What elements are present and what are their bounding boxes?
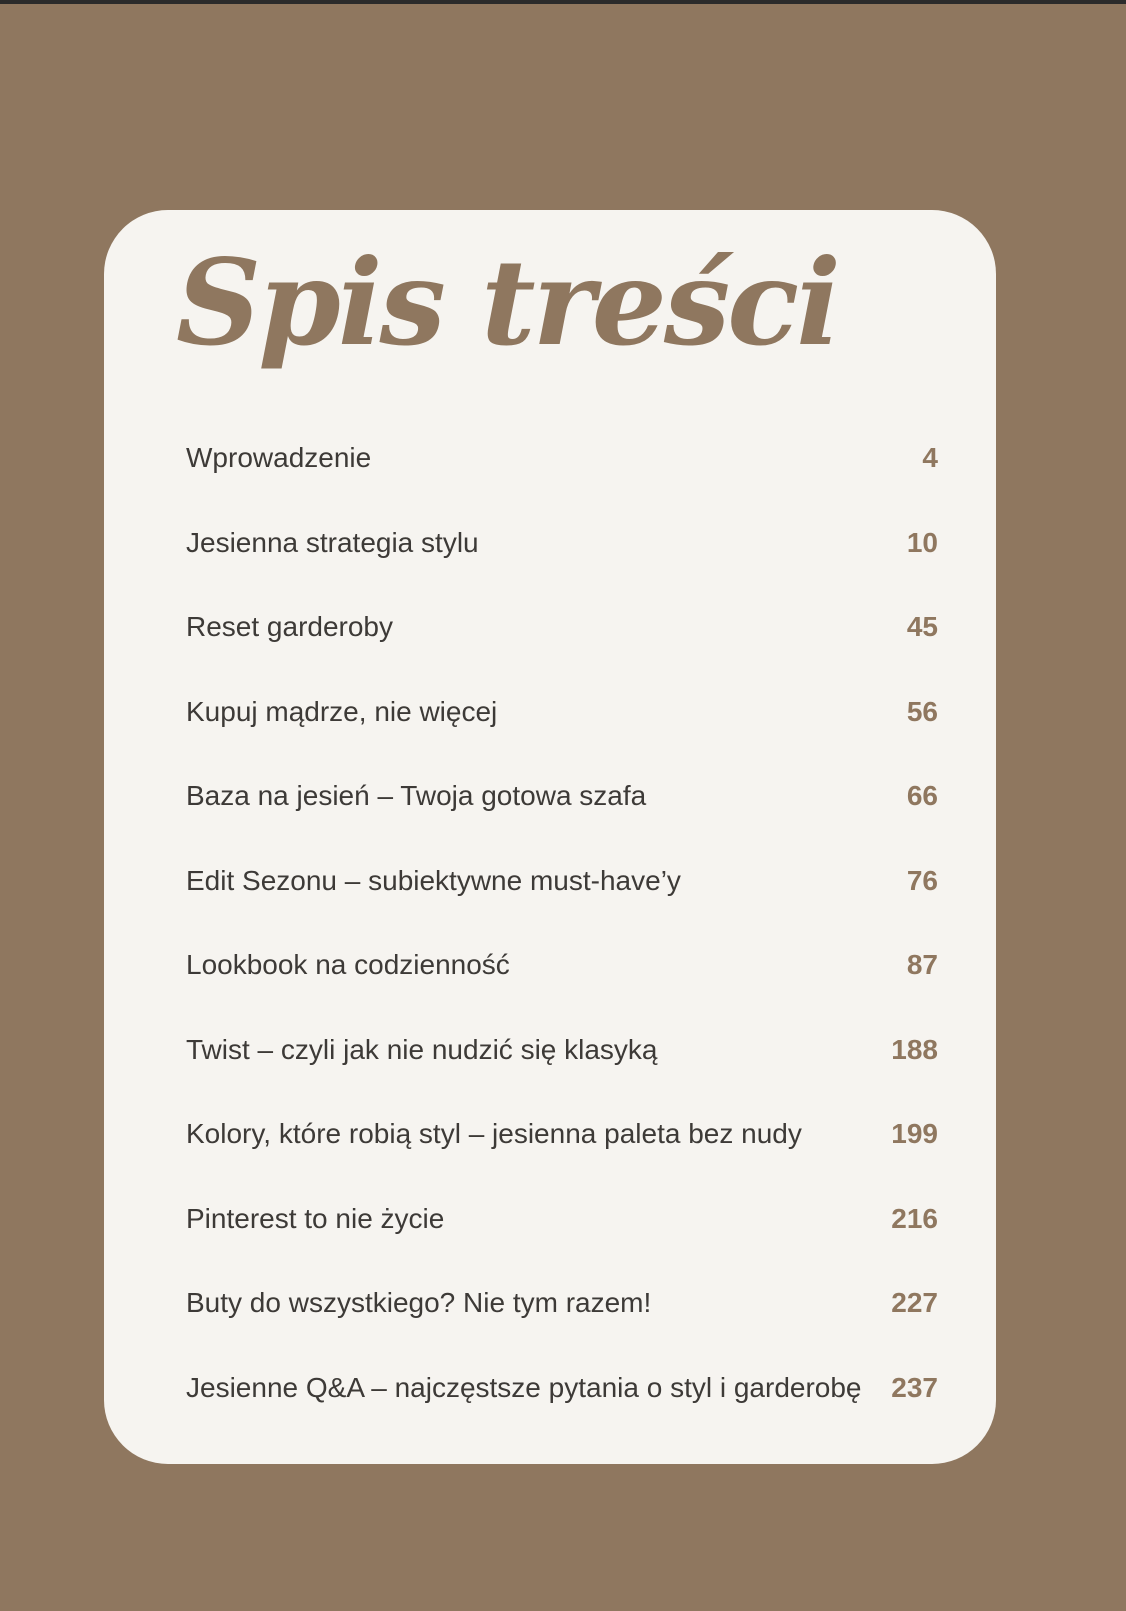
toc-item-label: Jesienna strategia stylu [186, 526, 479, 558]
toc-item-page: 216 [891, 1202, 938, 1234]
toc-item-page: 188 [891, 1033, 938, 1065]
toc-item[interactable] [186, 501, 938, 586]
toc-item-label: Twist – czyli jak nie nudzić się klasyką [186, 1033, 658, 1065]
toc-item-label: Kolory, które robią styl – jesienna paleta bez nudy [186, 1118, 802, 1150]
toc-item[interactable] [186, 1346, 938, 1431]
toc-item-page: 76 [906, 864, 938, 896]
toc-item-label: Wprowadzenie [186, 442, 372, 474]
toc-item-page: 237 [891, 1371, 938, 1403]
toc-item[interactable] [186, 839, 938, 924]
toc-item[interactable] [186, 1261, 938, 1346]
table-of-contents [186, 416, 938, 1430]
toc-item-label: Jesienne Q&A – najczęstsze pytania o styl i garderobę [186, 1371, 862, 1403]
toc-item-label: Edit Sezonu – subiektywne must-have’y [186, 864, 681, 896]
toc-item[interactable] [186, 1008, 938, 1093]
toc-item-page: 4 [922, 442, 938, 474]
toc-item-page: 227 [891, 1287, 938, 1319]
toc-item-page: 56 [906, 695, 938, 727]
toc-item-label: Baza na jesień – Twoja gotowa szafa [186, 780, 647, 812]
toc-item-label: Buty do wszystkiego? Nie tym razem! [186, 1287, 652, 1319]
toc-card [104, 210, 996, 1464]
toc-item[interactable] [186, 585, 938, 670]
toc-item-page: 10 [906, 526, 938, 558]
toc-item-page: 66 [906, 780, 938, 812]
toc-item[interactable] [186, 1092, 938, 1177]
page-title: Spis treści [176, 233, 838, 372]
toc-item[interactable] [186, 1177, 938, 1262]
toc-item-label: Pinterest to nie życie [186, 1202, 445, 1234]
toc-item-label: Kupuj mądrze, nie więcej [186, 695, 498, 727]
toc-item-page: 45 [906, 611, 938, 643]
toc-item-page: 199 [891, 1118, 938, 1150]
toc-item-label: Lookbook na codzienność [186, 949, 510, 981]
toc-item[interactable] [186, 670, 938, 755]
toc-item[interactable] [186, 416, 938, 501]
top-edge [0, 0, 1126, 4]
toc-item-label: Reset garderoby [186, 611, 394, 643]
toc-item[interactable] [186, 923, 938, 1008]
toc-item-page: 87 [906, 949, 938, 981]
toc-item[interactable] [186, 754, 938, 839]
